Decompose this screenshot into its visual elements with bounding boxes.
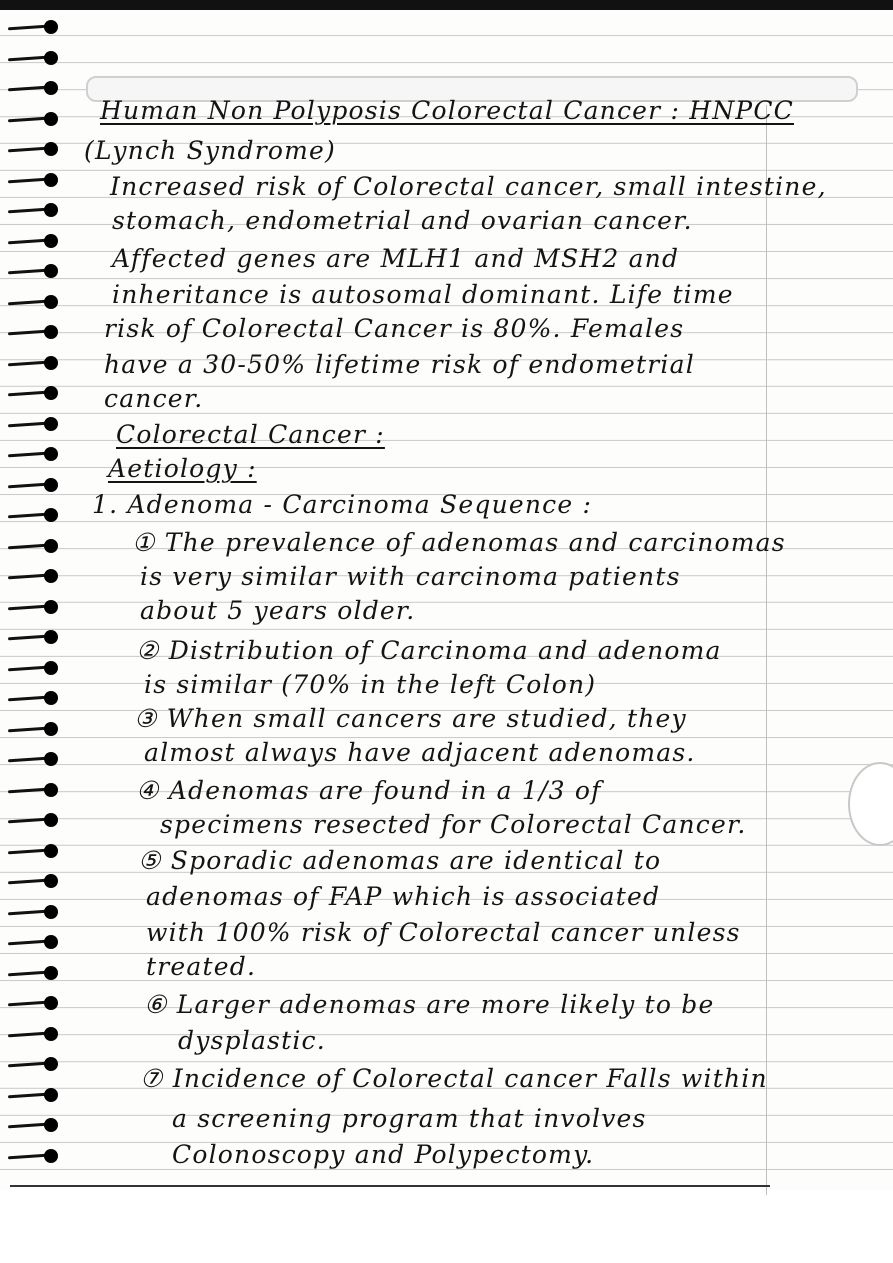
point-5: ⑤ Sporadic adenomas are identical to — [138, 846, 662, 875]
note-line: treated. — [146, 952, 257, 981]
note-line: (Lynch Syndrome) — [84, 136, 337, 165]
point-3: ③ When small cancers are studied, they — [134, 704, 687, 733]
note-line: stomach, endometrial and ovarian cancer. — [112, 206, 693, 235]
list-heading: 1. Adenoma - Carcinoma Sequence : — [92, 490, 593, 519]
note-line: with 100% risk of Colorectal cancer unless — [146, 918, 741, 947]
note-line: specimens resected for Colorectal Cancer. — [160, 810, 747, 839]
note-line: cancer. — [104, 384, 204, 413]
note-line: Affected genes are MLH1 and MSH2 and — [112, 244, 680, 273]
point-1: ① The prevalence of adenomas and carcinomas — [132, 528, 786, 557]
note-line: Colonoscopy and Polypectomy. — [172, 1140, 595, 1169]
note-line: adenomas of FAP which is associated — [146, 882, 661, 911]
note-line: about 5 years older. — [140, 596, 416, 625]
note-line: inheritance is autosomal dominant. Life time — [112, 280, 734, 309]
note-line: almost always have adjacent adenomas. — [144, 738, 696, 767]
note-line: dysplastic. — [178, 1026, 326, 1055]
point-7: ⑦ Incidence of Colorectal cancer Falls within — [140, 1064, 768, 1093]
point-2: ② Distribution of Carcinoma and adenoma — [136, 636, 722, 665]
point-4: ④ Adenomas are found in a 1/3 of — [136, 776, 602, 805]
note-line: is very similar with carcinoma patients — [140, 562, 681, 591]
note-line: Increased risk of Colorectal cancer, small intestine, — [110, 172, 827, 201]
subsection-heading: Aetiology : — [108, 454, 257, 483]
point-6: ⑥ Larger adenomas are more likely to be — [144, 990, 715, 1019]
note-line: risk of Colorectal Cancer is 80%. Females — [104, 314, 685, 343]
note-title: Human Non Polyposis Colorectal Cancer : HNPCC — [100, 96, 794, 125]
section-heading: Colorectal Cancer : — [116, 420, 385, 449]
note-line: is similar (70% in the left Colon) — [144, 670, 597, 699]
note-line: a screening program that involves — [172, 1104, 647, 1133]
note-line: have a 30-50% lifetime risk of endometrial — [104, 350, 695, 379]
